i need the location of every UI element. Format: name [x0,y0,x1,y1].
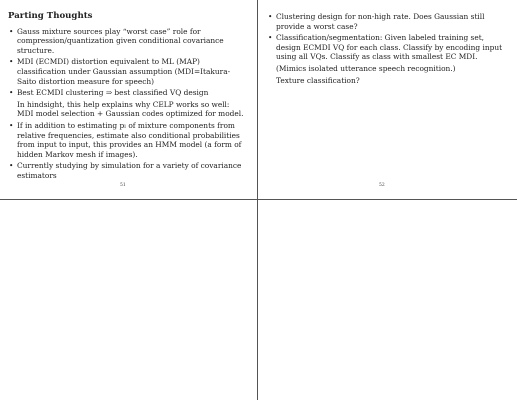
page-number: 51 [120,183,126,188]
bullet-note: In hindsight, this help explains why CELP works so well: MDI model selection + Gaussian codes optimized for model. [17,99,244,119]
bullet-item: • If in addition to estimating pₗ of mixture components from relative frequencies, estimate also conditional probabilities from input to input, this provides an HMM model (a form of hidden Markov mesh if images). [8,121,248,159]
slide-content [267,12,503,87]
page-divider-horizontal [0,199,517,200]
page-number: 52 [379,183,385,188]
slide-title: Parting Thoughts [8,11,93,21]
slide-parting-thoughts [0,0,257,199]
bullet-item: • Currently studying by simulation for a variety of covariance estimators [8,161,248,180]
bullet-item: • Classification/segmentation: Given labeled training set, design ECMDI VQ for each class. Classify by encoding input using all VQs. Classify as class with smallest EC MDI. [267,33,503,62]
bullet-note: Texture classification? [276,75,360,85]
blank-page [258,200,517,400]
blank-page [0,200,257,400]
bullet-item: • Clustering design for non-high rate. Does Gaussian still provide a worst case? [267,12,503,31]
page-divider-vertical [257,0,258,400]
bullet-item: • Gauss mixture sources play “worst case” role for compression/quantization given conditional covariance structure. [8,27,248,56]
slide-content [8,12,248,183]
bullet-note: (Mimics isolated utterance speech recognition.) [276,63,456,73]
bullet-item: • Best ECMDI clustering ⇒ best classified VQ design [8,88,248,98]
slide-continued [258,0,517,199]
bullet-list [8,27,248,181]
bullet-list [267,12,503,85]
bullet-item: • MDI (ECMDI) distortion equivalent to ML (MAP) classification under Gaussian assumption (MDI=Itakura-Saito distortion measure for speech) [8,57,248,86]
